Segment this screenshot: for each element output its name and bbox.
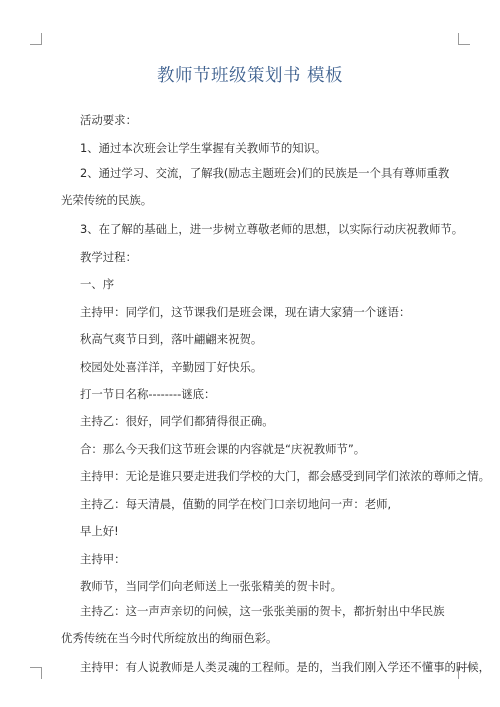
paragraph: 教学过程： — [80, 250, 137, 264]
paragraph: 秋高气爽节日到，落叶翩翩来祝贺。 — [80, 332, 263, 346]
document-title: 教师节班级策划书 模板 — [156, 66, 344, 86]
paragraph: 主持乙：每天清晨，值勤的同学在校门口亲切地问一声：老师, — [80, 497, 392, 511]
crop-mark-bottom-left — [30, 667, 42, 679]
paragraph: 一、序 — [80, 277, 115, 291]
paragraph: 主持甲：同学们，这节课我们是班会课，现在请大家猜一个谜语： — [80, 305, 411, 319]
crop-mark-top-left — [30, 33, 42, 45]
paragraph: 主持甲：有人说教师是人类灵魂的工程师。是的，当我们刚入学还不懂事的时候， — [80, 660, 491, 674]
paragraph: 打一节日名称--------谜底： — [80, 387, 216, 401]
paragraph: 2、通过学习、交流，了解我(励志主题班会)们的民族是一个具有尊师重教光荣传统的民族。 — [61, 166, 450, 207]
paragraph: 主持甲： — [80, 552, 126, 566]
paragraph: 教师节，当同学们向老师送上一张张精美的贺卡时。 — [80, 579, 342, 593]
paragraph: 活动要求： — [80, 113, 137, 127]
paragraph: 合：那么今天我们这节班会课的内容就是“庆祝教师节”。 — [80, 442, 366, 456]
paragraph: 早上好! — [80, 524, 119, 538]
paragraph: 主持甲：无论是谁只要走进我们学校的大门，都会感受到同学们浓浓的尊师之情。 — [80, 469, 491, 483]
paragraph: 主持乙：很好，同学们都猜得很正确。 — [80, 414, 274, 428]
crop-mark-top-right — [458, 33, 470, 45]
paragraph: 1、通过本次班会让学生掌握有关教师节的知识。 — [80, 141, 327, 155]
paragraph: 主持乙：这一声声亲切的问候，这一张张美丽的贺卡，都折射出中华民族优秀传统在当今时代所绽放出的绚丽色彩。 — [61, 604, 445, 645]
paragraph: 3、在了解的基础上，进一步树立尊敬老师的思想，以实际行动庆祝教师节。 — [80, 222, 464, 236]
paragraph: 校园处处喜洋洋，辛勤园丁好快乐。 — [80, 360, 263, 374]
